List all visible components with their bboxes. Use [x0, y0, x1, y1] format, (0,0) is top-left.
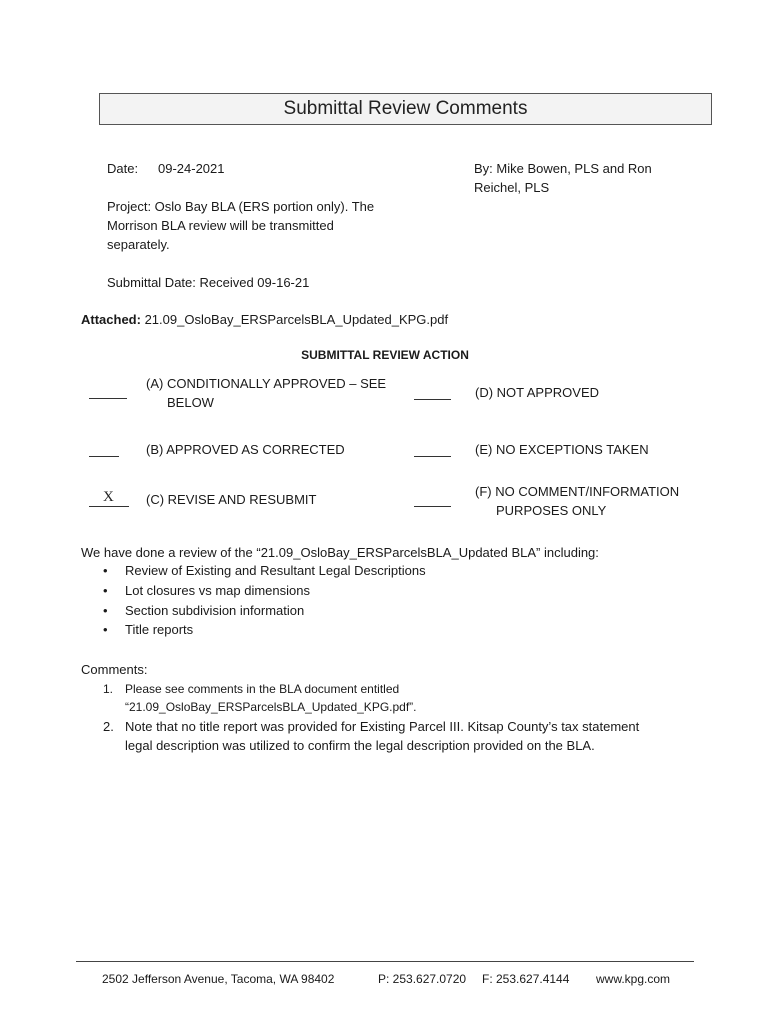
option-d-label: (D) NOT APPROVED	[475, 385, 600, 400]
option-a-blank	[89, 397, 127, 399]
comment-item-1	[103, 680, 399, 698]
list-item-text: Review of Existing and Resultant Legal Descriptions	[125, 563, 426, 578]
project-line-3: separately.	[107, 237, 170, 252]
option-d-blank	[414, 398, 451, 400]
footer-address: 2502 Jefferson Avenue, Tacoma, WA 98402	[102, 972, 335, 986]
option-e-label: (E) NO EXCEPTIONS TAKEN	[475, 442, 649, 457]
reviewer-line-2: Reichel, PLS	[474, 180, 550, 195]
option-b-blank	[89, 455, 119, 457]
list-item	[103, 583, 310, 598]
reviewer-line-1: By: Mike Bowen, PLS and Ron	[474, 161, 652, 176]
option-a-line-2: BELOW	[167, 395, 214, 410]
comment-number: 1.	[103, 682, 114, 696]
review-intro: We have done a review of the “21.09_OsloBay_ERSParcelsBLA_Updated BLA” including:	[81, 545, 599, 560]
option-f-blank	[414, 505, 451, 507]
option-a-line-1: (A) CONDITIONALLY APPROVED – SEE	[146, 376, 387, 391]
option-c-check-mark: X	[103, 489, 114, 505]
submittal-date: Submittal Date: Received 09-16-21	[107, 275, 310, 290]
attached-line	[81, 310, 448, 329]
comment-text-line-2: “21.09_OsloBay_ERSParcelsBLA_Updated_KPG.pdf”.	[125, 700, 417, 714]
bullet-glyph: •	[103, 622, 108, 637]
date-value: 09-24-2021	[158, 161, 225, 176]
project-line-2: Morrison BLA review will be transmitted	[107, 218, 334, 233]
attached-filename: 21.09_OsloBay_ERSParcelsBLA_Updated_KPG.pdf	[140, 312, 449, 327]
comment-number: 2.	[103, 719, 114, 734]
footer-fax: F: 253.627.4144	[482, 972, 570, 986]
attached-label: Attached:	[81, 312, 141, 327]
option-f-line-2: PURPOSES ONLY	[496, 503, 607, 518]
list-item	[103, 603, 304, 618]
footer-phone: P: 253.627.0720	[378, 972, 467, 986]
bullet-glyph: •	[103, 603, 108, 618]
date-label: Date:	[107, 161, 139, 176]
comment-text-line-1: Please see comments in the BLA document entitled	[125, 682, 400, 696]
list-item	[103, 563, 426, 578]
list-item-text: Lot closures vs map dimensions	[125, 583, 310, 598]
review-action-heading: SUBMITTAL REVIEW ACTION	[301, 348, 469, 362]
comments-label: Comments:	[81, 662, 148, 677]
list-item	[103, 622, 193, 637]
list-item-text: Title reports	[125, 622, 194, 637]
page-title-text: Submittal Review Comments	[283, 98, 528, 119]
option-c-label: (C) REVISE AND RESUBMIT	[146, 492, 317, 507]
option-e-blank	[414, 455, 451, 457]
footer-divider	[76, 961, 694, 962]
comment-text-line-2: legal description was utilized to confirm the legal description provided on the BLA.	[125, 738, 595, 753]
project-line-1: Project: Oslo Bay BLA (ERS portion only). The	[107, 199, 375, 214]
list-item-text: Section subdivision information	[125, 603, 305, 618]
bullet-glyph: •	[103, 563, 108, 578]
option-f-line-1: (F) NO COMMENT/INFORMATION	[475, 484, 680, 499]
footer-website-link[interactable]: www.kpg.com	[596, 972, 671, 986]
page-title	[99, 93, 712, 125]
option-b-label: (B) APPROVED AS CORRECTED	[146, 442, 345, 457]
comment-item-2	[103, 717, 639, 736]
bullet-glyph: •	[103, 583, 108, 598]
comment-text-line-1: Note that no title report was provided for Existing Parcel III. Kitsap County’s tax statement	[125, 719, 640, 734]
